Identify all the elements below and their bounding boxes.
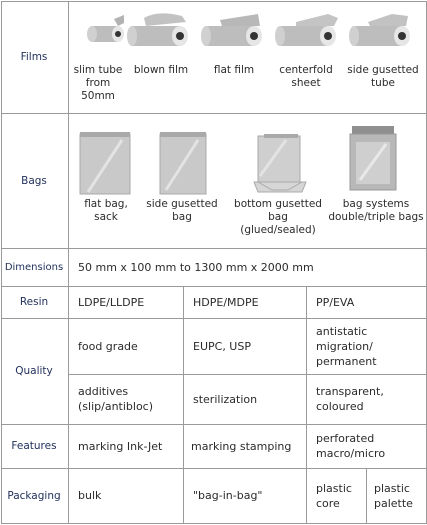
film-caption-blown xyxy=(126,64,196,77)
resin-pp: PP/EVA xyxy=(316,295,355,309)
grid-line xyxy=(183,286,184,524)
row-label-dimensions: Dimensions xyxy=(4,261,64,273)
film-roll-slim-tube-illustration xyxy=(86,14,126,54)
packaging-plastic-palette: plastic palette xyxy=(374,481,413,510)
row-label-packaging: Packaging xyxy=(7,489,61,502)
resin-ldpe: LDPE/LLDPE xyxy=(78,295,145,309)
feature-marking-inkjet: marking Ink-Jet xyxy=(78,439,163,453)
film-roll-side-gusetted-illustration xyxy=(346,12,418,56)
bag-flat-illustration xyxy=(78,130,132,196)
film-caption-text: slim tube from 50mm xyxy=(73,64,123,102)
feature-perforated: perforated macro/micro xyxy=(316,432,386,460)
bag-systems-illustration xyxy=(346,124,402,194)
film-caption-text: side gusetted tube xyxy=(347,64,419,89)
quality-transparent: transparent, coloured xyxy=(316,385,384,413)
quality-eupc-usp: EUPC, USP xyxy=(193,339,251,353)
film-caption-centerfold xyxy=(270,64,342,90)
quality-food-grade: food grade xyxy=(78,339,138,353)
packaging-plastic-core: plastic core xyxy=(316,481,352,510)
bag-side-gusetted-illustration xyxy=(158,130,208,196)
film-caption-flat xyxy=(198,64,270,77)
feature-marking-stamping: marking stamping xyxy=(191,439,292,453)
row-label-features: Features xyxy=(11,440,57,452)
film-caption-slim-tube xyxy=(70,64,126,103)
grid-line xyxy=(68,1,69,524)
grid-line xyxy=(1,523,426,524)
packaging-bulk: bulk xyxy=(78,489,102,502)
film-caption-text: blown film xyxy=(133,64,189,76)
film-caption-text: centerfold sheet xyxy=(279,64,333,89)
row-label-quality: Quality xyxy=(15,365,53,377)
bag-caption-text: bag systems double/triple bags xyxy=(328,198,424,223)
film-caption-side-gusetted xyxy=(340,64,426,90)
grid-line xyxy=(366,468,367,524)
bag-caption-text: bottom gusetted bag (glued/sealed) xyxy=(234,198,322,236)
resin-hdpe: HDPE/MDPE xyxy=(193,295,259,309)
film-roll-centerfold-illustration xyxy=(272,12,344,56)
bag-caption-flat xyxy=(70,198,142,224)
quality-sterilization: sterilization xyxy=(193,392,258,406)
bag-caption-text: flat bag, sack xyxy=(84,198,128,223)
quality-antistatic: antistatic migration/ permanent xyxy=(316,324,377,368)
row-label-films: Films xyxy=(20,51,48,63)
packaging-bag-in-bag: "bag-in-bag" xyxy=(193,489,263,502)
grid-line xyxy=(306,286,307,524)
row-label-resin: Resin xyxy=(19,296,49,308)
bag-bottom-gusetted-illustration xyxy=(252,132,308,194)
bag-caption-bottom-gusetted xyxy=(226,198,330,237)
film-caption-text: flat film xyxy=(213,64,255,76)
bag-caption-text: side gusetted bag xyxy=(146,198,218,223)
bag-caption-systems xyxy=(326,198,426,224)
film-roll-flat-illustration xyxy=(198,12,270,56)
film-roll-blown-illustration xyxy=(124,12,196,56)
quality-additives: additives (slip/antibloc) xyxy=(78,385,154,413)
bag-caption-side-gusetted xyxy=(142,198,222,224)
dimensions-value: 50 mm x 100 mm to 1300 mm x 2000 mm xyxy=(78,260,314,274)
row-label-bags: Bags xyxy=(21,174,47,187)
